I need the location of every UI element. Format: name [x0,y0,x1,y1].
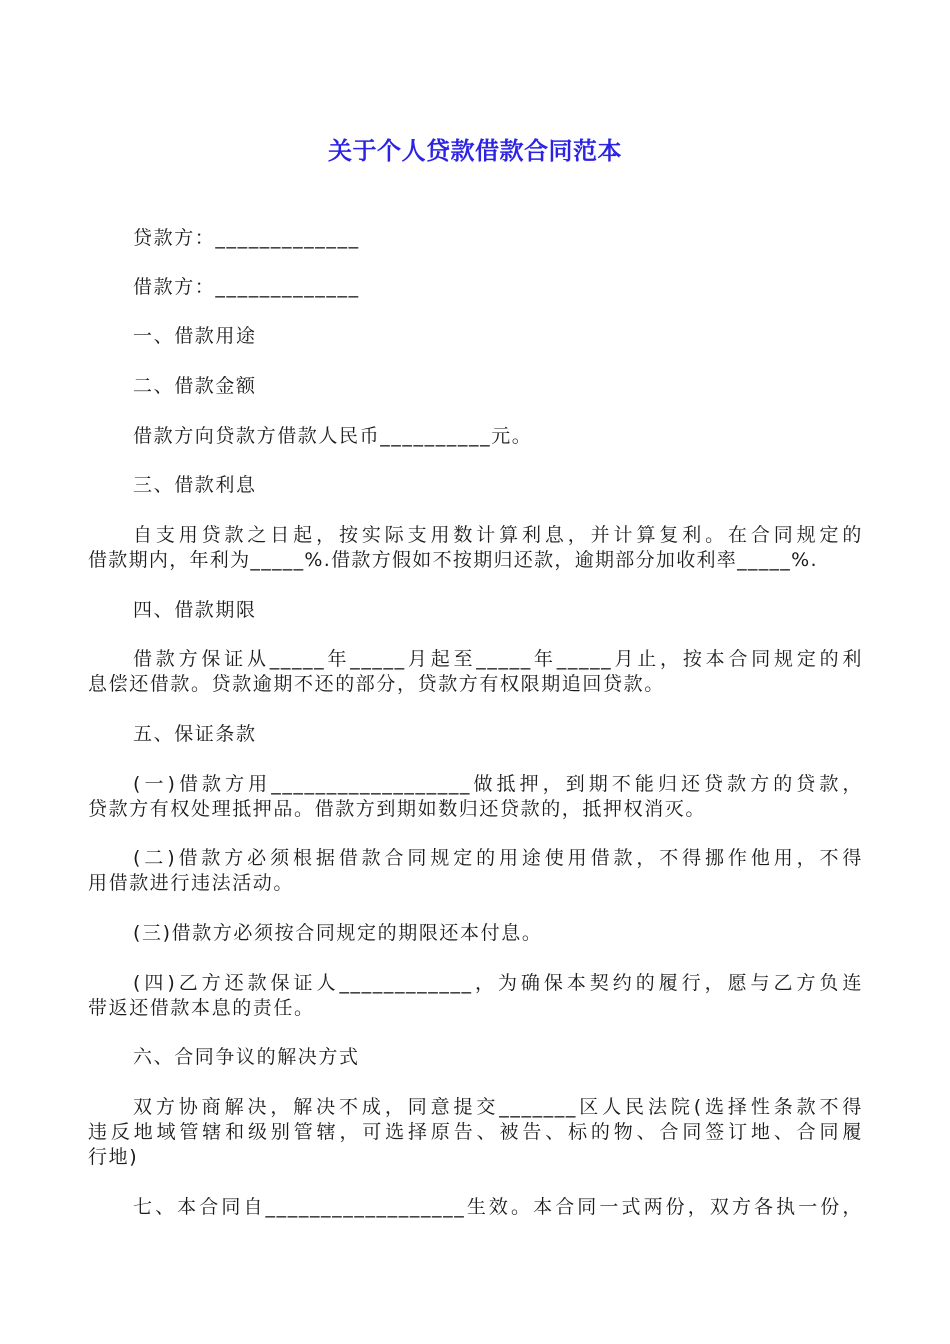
paragraph-line: 行地) [88,1146,139,1168]
section-heading-guarantee: 五、保证条款 [133,723,257,745]
paragraph-line: (一)借款方用__________________做抵押，到期不能归还贷款方的贷款， [133,773,863,795]
paragraph-line: (四)乙方还款保证人____________，为确保本契约的履行，愿与乙方负连 [133,972,863,994]
paragraph-line: 贷款方有权处理抵押品。借款方到期如数归还贷款的，抵押权消灭。 [88,798,707,820]
paragraph-line: 双方协商解决，解决不成，同意提交_______区人民法院(选择性条款不得 [133,1096,863,1118]
paragraph-line: (三)借款方必须按合同规定的期限还本付息。 [133,922,543,944]
paragraph-line: (二)借款方必须根据借款合同规定的用途使用借款，不得挪作他用，不得 [133,847,863,869]
borrower-line: 借款方：_____________ [133,276,360,298]
section-heading-term: 四、借款期限 [133,599,257,621]
section-heading-dispute: 六、合同争议的解决方式 [133,1046,360,1068]
paragraph-line: 借款方保证从_____年_____月起至_____年_____月止，按本合同规定的利 [133,648,863,670]
paragraph-line: 带返还借款本息的责任。 [88,997,315,1019]
section-heading-interest: 三、借款利息 [133,474,257,496]
paragraph-line: 借款期内，年利为_____%.借款方假如不按期归还款，逾期部分加收利率_____%. [88,549,818,571]
document-title: 关于个人贷款借款合同范本 [328,137,622,165]
paragraph-line: 违反地域管辖和级别管辖，可选择原告、被告、标的物、合同签订地、合同履 [88,1121,863,1143]
amount-line: 借款方向贷款方借款人民币__________元。 [133,425,533,447]
paragraph-line: 息偿还借款。贷款逾期不还的部分，贷款方有权限期追回贷款。 [88,673,665,695]
paragraph-line: 七、本合同自__________________生效。本合同一式两份，双方各执一份， [133,1196,863,1218]
section-heading-amount: 二、借款金额 [133,375,257,397]
paragraph-line: 用借款进行违法活动。 [88,872,295,894]
paragraph-line: 自支用贷款之日起，按实际支用数计算利息，并计算复利。在合同规定的 [133,524,863,546]
lender-line: 贷款方：_____________ [133,227,360,249]
section-heading-purpose: 一、借款用途 [133,325,257,347]
